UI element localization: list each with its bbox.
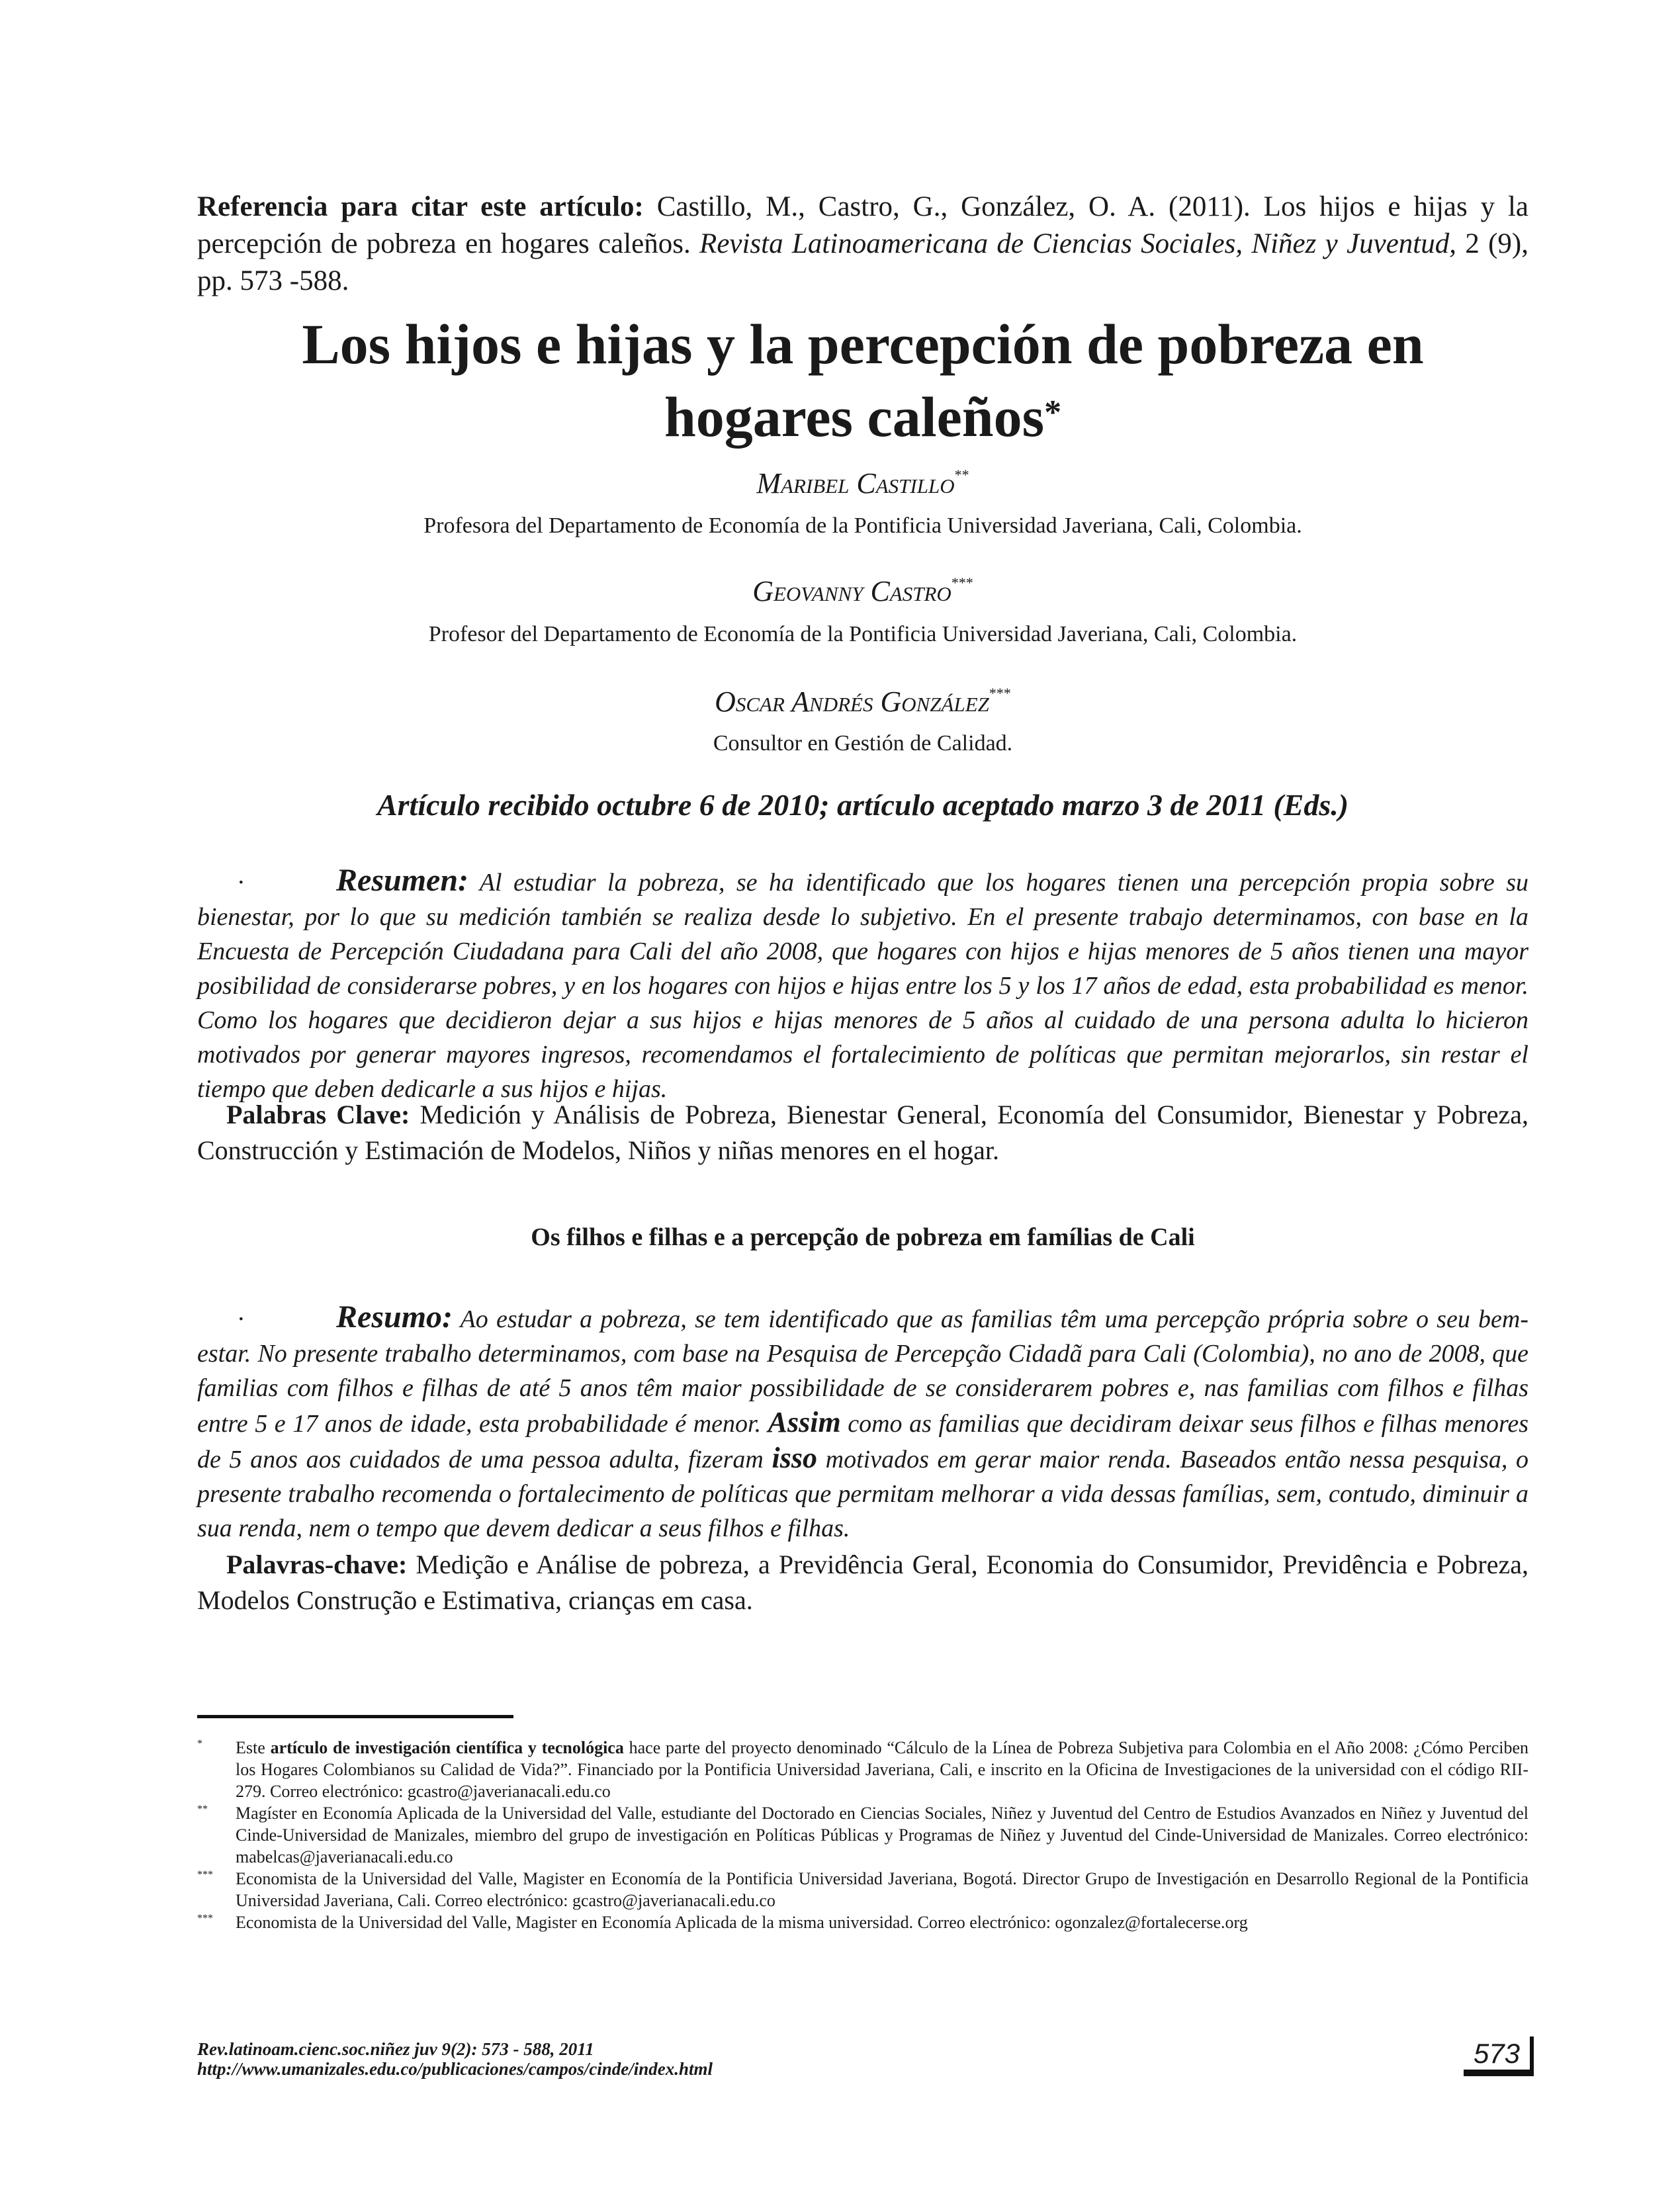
abstract-label: Resumen: (336, 863, 469, 898)
portuguese-title: Os filhos e filhas e a percepção de pobreza em famílias de Cali (531, 1223, 1195, 1251)
abstract-text: Al estudiar la pobreza, se ha identificado que los hogares tienen una percepción propia sobre su bienestar, por lo que su medición también se realiza desde lo subjetivo. En el presente trabajo determinamos, con base en la Encuesta de Percepción Ciudadana para Cali del año 2008, que hogares con hijos e hijas menores de 5 años tienen una mayor posibilidad de considerarse pobres, y en los hogares con hijos e hijas entre los 5 y los 17 años de edad, esta probabilidad es menor. Como los hogares que decidieron dejar a sus hijos e hijas menores de 5 años al cuidado de una persona adulta lo hicieron motivados por generar mayores ingresos, recomendamos el fortalecimiento de políticas que permitan mejorarlos, sin restar el tiempo que deben dedicarle a sus hijos e hijas. (197, 869, 1528, 1103)
received-accepted-dates: Artículo recibido octubre 6 de 2010; artículo aceptado marzo 3 de 2011 (Eds.) (376, 788, 1349, 822)
footnote: *** Economista de la Universidad del Valle, Magister en Economía de la Pontificia Universidad Javeriana, Bogotá. Director Grupo de Investigación en Desarrollo Regional de la Pontificia Universidad Javeriana, Cali. Correo electrónico: gcastro@javerianacali.edu.co (197, 1869, 1528, 1910)
keywords-text: Medição e Análise de pobreza, a Previdência Geral, Economia do Consumidor, Previdência e Pobreza, Modelos Construção e Estimativa, crianças em casa. (197, 1550, 1528, 1615)
running-footer (197, 2039, 713, 2079)
author-1: Maribel Castillo** (756, 466, 969, 500)
author-2: Geovanny Castro*** (752, 574, 973, 607)
footnote: *** Economista de la Universidad del Valle, Magister en Economía Aplicada de la misma universidad. Correo electrónico: ogonzalez@fortalecerse.org (197, 1913, 1248, 1932)
footnote: ** Magíster en Economía Aplicada de la Universidad del Valle, estudiante del Doctorado en Ciencias Sociales, Niñez y Juventud del Centro de Estudios Avanzados en Niñez y Juventud del Cinde-Universidad de Manizales, miembro del grupo de investigación en Políticas Públicas y Programas de Niñez y Juventud del Cinde-Universidad de Manizales. Correo electrónico: mabelcas@javerianacali.edu.co (197, 1804, 1528, 1866)
keywords-label: Palabras Clave: (226, 1100, 410, 1129)
page-number: 573 (1464, 2036, 1534, 2076)
journal-reference: Rev.latinoam.cienc.soc.niñez juv 9(2): 573 - 588, 2011 (197, 2039, 594, 2059)
emphasis-assim: Assim (768, 1406, 841, 1438)
keywords-label: Palavras-chave: (226, 1550, 408, 1579)
author-1-affiliation: Profesora del Departamento de Economía de la Pontificia Universidad Javeriana, Cali, Colombia. (423, 513, 1302, 538)
keywords-text: Medición y Análisis de Pobreza, Bienestar General, Economía del Consumidor, Bienestar y Pobreza, Construcción y Estimación de Modelos, Niños y niñas menores en el hogar. (197, 1100, 1528, 1165)
title-line-1: Los hijos e hijas y la percepción de pobreza en (302, 312, 1424, 376)
emphasis-isso: isso (772, 1442, 817, 1474)
citation-volume: 2 (9), pp. 573 -588. (197, 228, 1528, 296)
abstract-label: Resumo: (336, 1299, 453, 1335)
keywords-portuguese (197, 1547, 1528, 1618)
author-2-affiliation: Profesor del Departamento de Economía de la Pontificia Universidad Javeriana, Cali, Colombia. (428, 622, 1298, 646)
abstract-spanish (197, 863, 1528, 1106)
footnote-separator (197, 1715, 513, 1718)
author-3: Oscar Andrés González*** (715, 685, 1011, 718)
bullet-icon: · (237, 1305, 245, 1333)
footnote: * Este artículo de investigación científica y tecnológica hace parte del proyecto denominado “Cálculo de la Línea de Pobreza Subjetiva para Colombia en el Año 2008: ¿Cómo Perciben los Hogares Colombianos su Calidad de Vida?”. Financiado por la Pontificia Universidad Javeriana, Cali, e inscrito en la Oficina de Investigaciones de la universidad con el código RII-279. Correo electrónico: gcastro@javerianacali.edu.co (197, 1738, 1529, 1801)
journal-url[interactable]: http://www.umanizales.edu.co/publicaciones/campos/cinde/index.html (197, 2059, 713, 2079)
title-footnote-mark: * (1044, 394, 1062, 431)
citation-label: Referencia para citar este artículo: (197, 191, 644, 222)
citation-text: Castillo, M., Castro, G., González, O. A. (2011). Los hijos e hijas y la percepción de pobreza en hogares caleños. (197, 191, 1528, 259)
keywords-spanish (197, 1097, 1528, 1168)
author-3-affiliation: Consultor en Gestión de Calidad. (713, 731, 1013, 756)
footnotes (197, 1737, 1528, 1933)
abstract-portuguese: · Resumo: Ao estudar a pobreza, se tem identificado que as familias têm uma percepção própria sobre o seu bem-estar. No presente trabalho determinamos, com base na Pesquisa de Percepção Cidadã para Cali (Colombia), no ano de 2008, que familias com filhos e filhas de até 5 anos têm maior possibilidade de se considerarem pobres e, nas familias com filhos e filhas entre 5 e 17 anos de idade, esta probabilidade é menor. Assim como as familias que decidiram deixar seus filhos e filhas menores de 5 anos aos cuidados de uma pessoa adulta, fizeram isso motivados em gerar maior renda. Baseados então nessa pesquisa, o presente trabalho recomenda o fortalecimento de políticas que permitam melhorar a vida dessas famílias, sem, contudo, diminuir a sua renda, nem o tempo que devem dedicar a seus filhos e filhas. (197, 1299, 1528, 1542)
bullet-icon: · (237, 869, 245, 897)
title-line-2: hogares caleños* (664, 385, 1062, 449)
citation-journal: Revista Latinoamericana de Ciencias Sociales, Niñez y Juventud, (699, 228, 1457, 259)
citation-reference (197, 189, 1528, 300)
article-title (197, 308, 1528, 453)
